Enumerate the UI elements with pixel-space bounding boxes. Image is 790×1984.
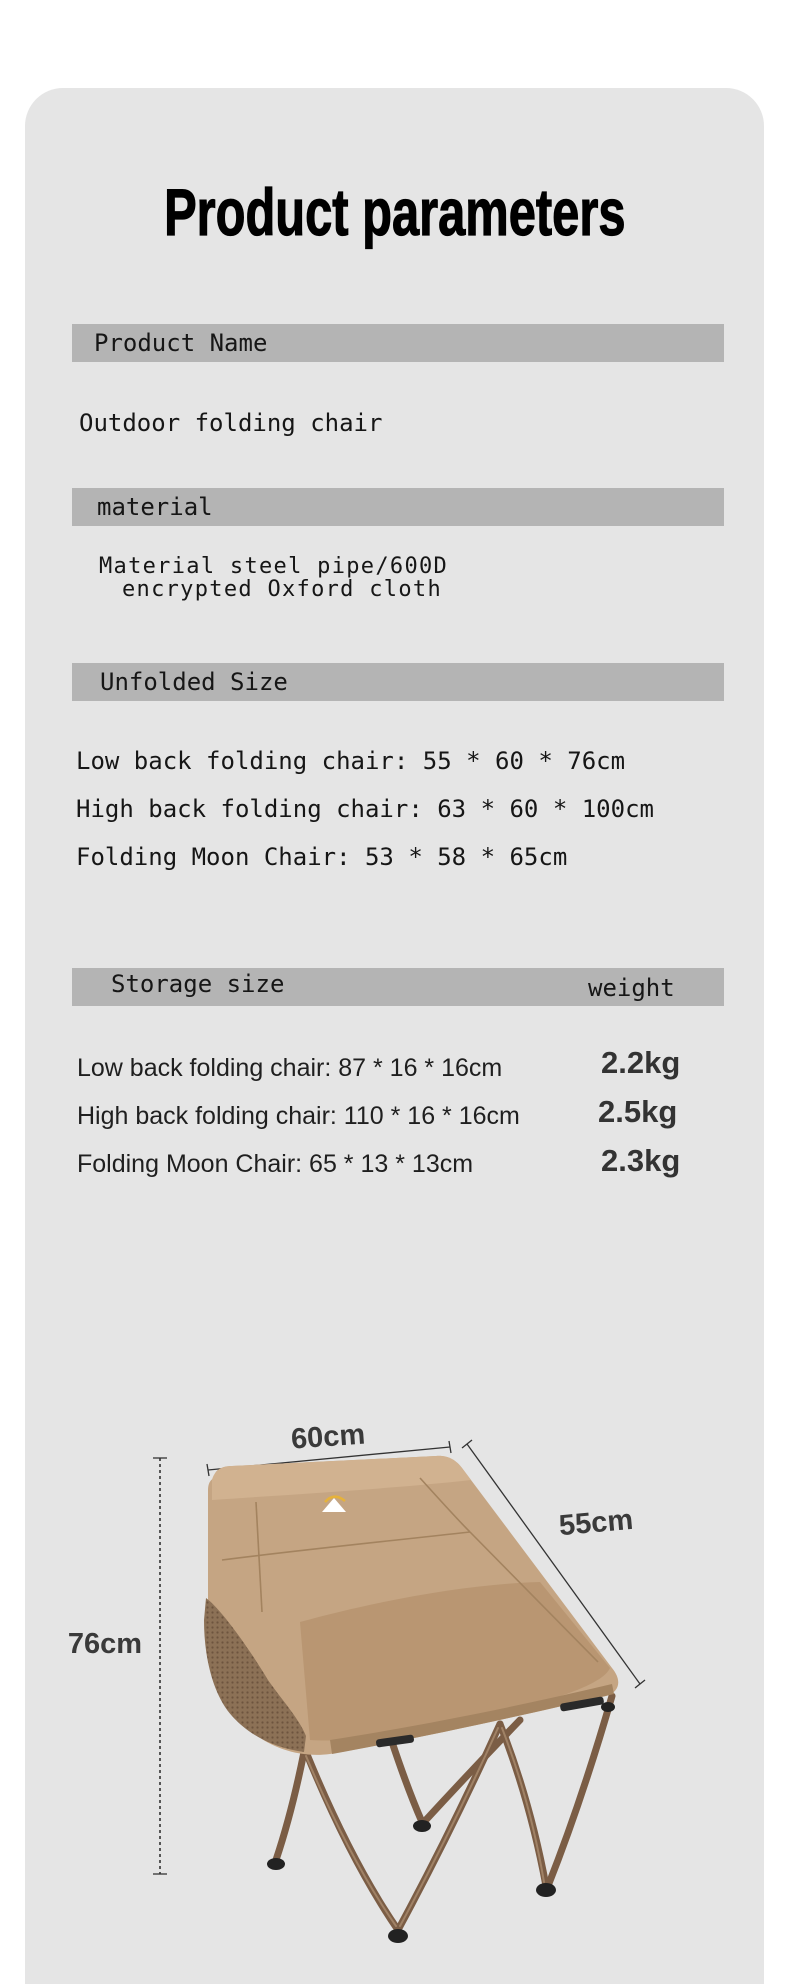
weight-value: 2.3kg — [601, 1143, 681, 1178]
dimension-tick — [462, 1440, 472, 1448]
unfolded-size-line: Low back folding chair: 55 * 60 * 76cm — [76, 747, 626, 775]
frame-tube — [392, 1742, 422, 1822]
weight-value: 2.2kg — [601, 1045, 681, 1080]
height-dimension — [68, 1458, 167, 1874]
product-name-value: Outdoor folding chair — [79, 409, 383, 437]
storage-size-header: Storage size — [111, 970, 285, 998]
storage-size-row: Low back folding chair: 87 * 16 * 16cm — [77, 1054, 503, 1082]
material-line: encrypted Oxford cloth — [122, 577, 442, 602]
title-container — [0, 175, 790, 249]
chair-feet — [267, 1820, 556, 1943]
frame-tube — [306, 1752, 398, 1930]
dimension-tick — [635, 1680, 645, 1688]
chair-foot — [413, 1820, 431, 1832]
material-line: Material steel pipe/600D — [99, 554, 449, 579]
frame-tube — [276, 1752, 304, 1860]
unfolded-size-header-bar — [72, 663, 724, 701]
weight-value: 2.5kg — [598, 1094, 678, 1129]
product-name-header: Product Name — [94, 329, 268, 357]
chair-foot — [388, 1929, 408, 1943]
unfolded-size-line: Folding Moon Chair: 53 * 58 * 65cm — [76, 843, 568, 871]
storage-size-row: High back folding chair: 110 * 16 * 16cm — [77, 1102, 520, 1130]
chair-foot — [267, 1858, 285, 1870]
storage-header-bar — [72, 968, 724, 1006]
chair-dimension-diagram — [0, 1400, 790, 1984]
storage-size-row: Folding Moon Chair: 65 * 13 * 13cm — [77, 1150, 474, 1178]
chair-illustration — [204, 1456, 618, 1943]
unfolded-size-line: High back folding chair: 63 * 60 * 100cm — [76, 795, 654, 823]
unfolded-size-header: Unfolded Size — [100, 668, 288, 696]
weight-header: weight — [588, 974, 675, 1002]
material-header: material — [97, 493, 213, 521]
width-label: 60cm — [289, 1418, 367, 1456]
material-header-bar — [72, 488, 724, 526]
frame-tube — [500, 1724, 546, 1886]
depth-label: 55cm — [557, 1503, 635, 1543]
page-title: Product parameters — [164, 175, 626, 249]
height-label: 76cm — [67, 1628, 143, 1660]
chair-foot — [536, 1883, 556, 1897]
frame-cap — [601, 1702, 615, 1712]
product-name-header-bar — [72, 324, 724, 362]
frame-tube — [548, 1696, 612, 1886]
